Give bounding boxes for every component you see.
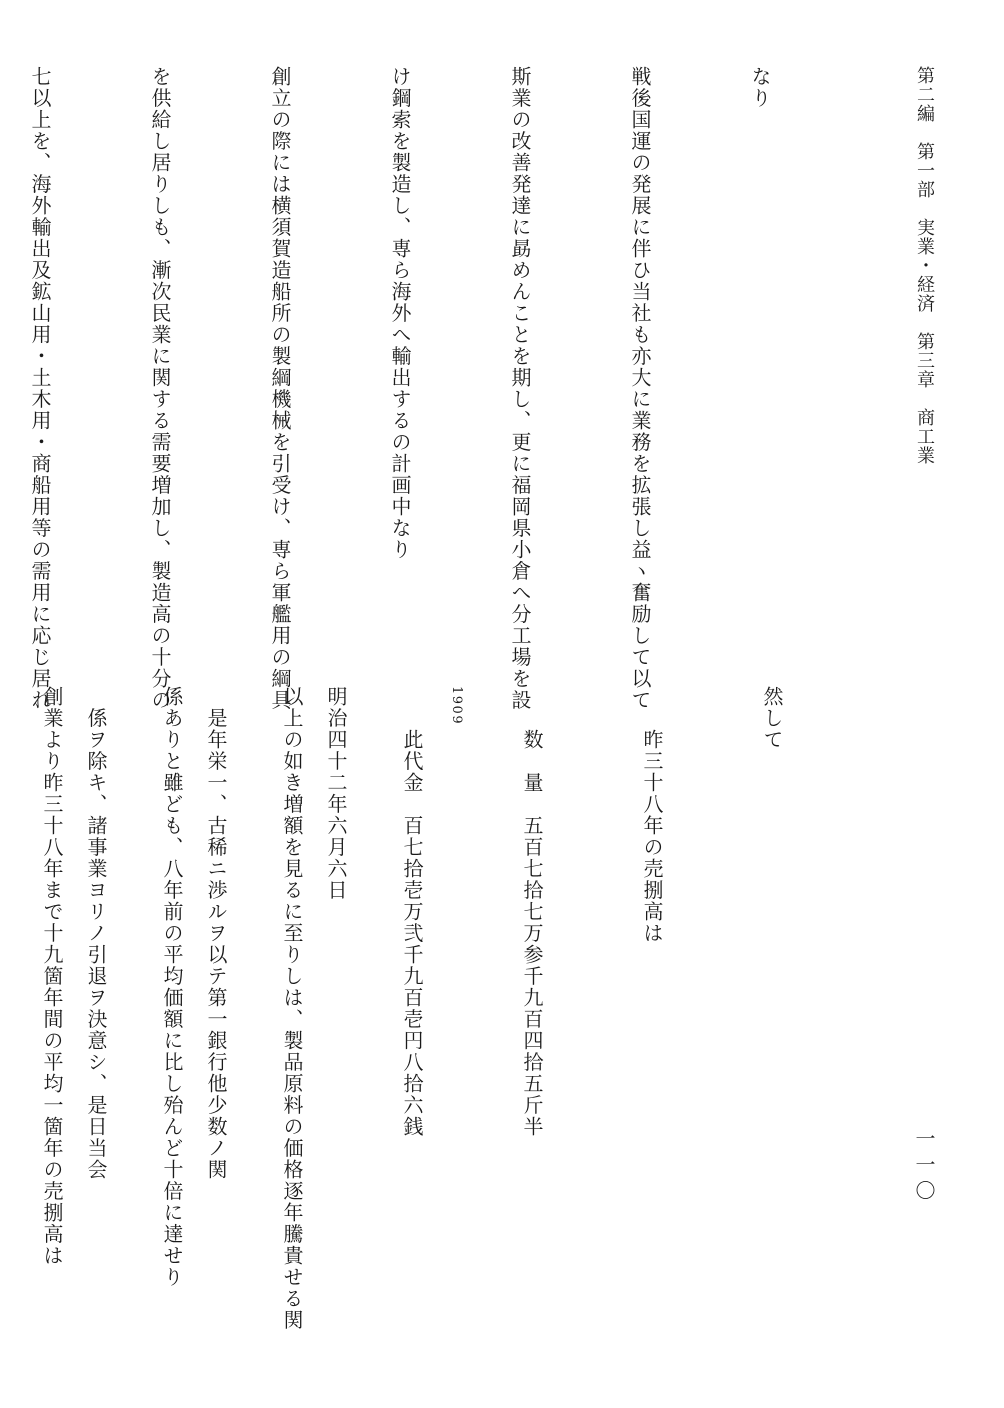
text-column: 係ありと雖ども、八年前の平均価額に比し殆んど十倍に達せり: [160, 686, 184, 1288]
running-head: 第二編 第一部 実業・経済 第三章 商工業: [914, 66, 935, 465]
text-column: け鋼索を製造し、専ら海外へ輸出するの計画中なり: [388, 66, 412, 561]
text-column: 戦後国運の発展に伴ひ当社も亦大に業務を拡張し益ヽ奮励して以て: [628, 66, 652, 711]
page-number: 一一〇: [912, 1128, 936, 1206]
amount-line: 此代金 百七拾壱万弐千九百壱円八拾六銭: [400, 686, 424, 1138]
text-column: 七以上を、海外輸出及鉱山用・土木用・商船用等の需用に応じ居れ: [28, 66, 52, 711]
text-column: 創立の際には横須賀造船所の製綱機械を引受け、専ら軍艦用の綱具: [268, 66, 292, 711]
date-heading: 明治四十二年六月六日: [324, 686, 348, 901]
summary-line: 是年栄一、古稀ニ渉ルヲ以テ第一銀行他少数ノ関: [204, 686, 228, 1181]
summary-line: 係ヲ除キ、諸事業ヨリノ引退ヲ決意シ、是日当会: [84, 686, 108, 1181]
text-column: なり: [748, 66, 772, 109]
text-column: 以上の如き増額を見るに至りしは、製品原料の価格逐年騰貴せる関: [280, 686, 304, 1331]
text-column: 斯業の改善発達に勗めんことを期し、更に福岡県小倉へ分工場を設: [508, 66, 532, 711]
text-column: 然して: [760, 686, 784, 751]
text-column: 昨三十八年の売捌高は: [640, 686, 664, 944]
quantity-line: 数 量 五百七拾七万参千九百四拾五斤半: [520, 686, 544, 1138]
diary-text-block: [0, 686, 556, 1331]
year-note: 1909: [449, 686, 464, 726]
text-column: を供給し居りしも、漸次民業に関する需要増加し、製造高の十分の: [148, 66, 172, 711]
text-column: 創業より昨三十八年まで十九箇年間の平均一箇年の売捌高は: [40, 686, 64, 1267]
